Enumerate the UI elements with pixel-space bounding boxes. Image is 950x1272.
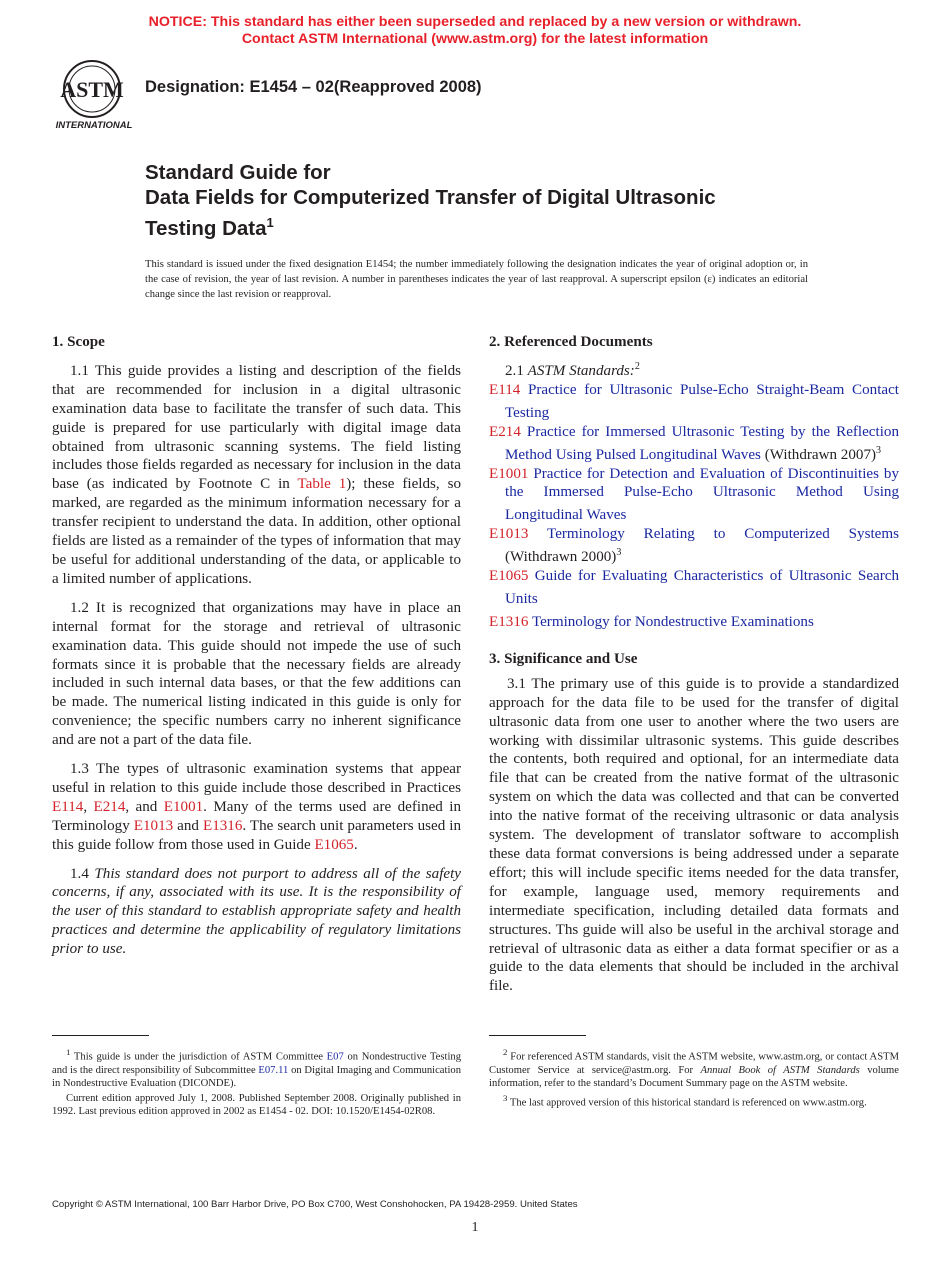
ref-code[interactable]: E114	[489, 381, 521, 398]
logo-text: ASTM	[60, 77, 124, 102]
notice-line-1: NOTICE: This standard has either been superseded and replaced by a new version or withdrawn.	[148, 14, 802, 30]
footnote-rule-left	[52, 1035, 149, 1036]
footnote-1-edition: Current edition approved July 1, 2008. Published September 2008. Originally published in 1992. Last previous edition approved in 2002 as E1454 - 02. DOI: 10.1520/E1454-02R08.	[52, 1093, 461, 1118]
title-line-3	[145, 210, 865, 241]
significance-heading: 3. Significance and Use	[489, 650, 638, 667]
ref-code[interactable]: E1001	[489, 465, 529, 482]
link-e1001[interactable]: E1001	[163, 798, 204, 815]
link-e1013[interactable]: E1013	[133, 817, 174, 834]
ref-code[interactable]: E1065	[489, 568, 529, 585]
title-footnote-ref[interactable]: 1	[266, 215, 274, 230]
ref-item-e1001[interactable]	[489, 465, 899, 526]
title-line-1: Standard Guide for	[145, 161, 331, 184]
footnote-2	[489, 1046, 899, 1090]
issuance-note: This standard is issued under the fixed designation E1454; the number immediately following the designation indicates the year of original adoption or, in the case of revision, the year of last revision. A number in parentheses indicates the year of last reapproval. A superscript epsilon (ε) indicates an editorial change since the last revision or reapproval.	[145, 259, 808, 300]
ref-code[interactable]: E214	[489, 423, 521, 440]
footnotes-left	[52, 1046, 461, 1119]
link-e1316[interactable]: E1316	[202, 817, 243, 834]
scope-1-3-sep-2: , and	[125, 798, 164, 815]
astm-standards-text: ASTM Standards:	[527, 362, 635, 379]
link-e07-11[interactable]: E07.11	[258, 1064, 289, 1076]
footnote-1	[52, 1046, 461, 1090]
footnote-1-num: 1	[66, 1047, 71, 1057]
footnote-2-italic: Annual Book of ASTM Standards	[700, 1064, 860, 1076]
copyright: Copyright © ASTM International, 100 Barr Harbor Drive, PO Box C700, West Conshohocken, PA 19428-2959. United States	[52, 1199, 578, 1210]
link-e1065[interactable]: E1065	[314, 836, 354, 853]
footnote-2-text-a: For referenced ASTM standards, visit the ASTM website, www.astm.org, or contact ASTM Customer Service at service@astm.org. For	[489, 1051, 899, 1076]
ref-title[interactable]: Practice for Immersed Ultrasonic Testing by the Reflection Method Using Pulsed Longitudinal Waves	[505, 423, 899, 463]
scope-1-1-text-b: ); these fields, so marked, are regarded as the minimum information necessary for a transfer recipient to understand the data. In addition, other optional fields are listed as a remainder of the types of information that may be useful for additional understanding of the data, or applicable to a limited number of applications.	[52, 476, 462, 587]
ref-sup: 3	[876, 444, 882, 456]
footnote-1-text-a: This guide is under the jurisdiction of ASTM Committee	[70, 1051, 327, 1063]
scope-1-3-sep-1: ,	[83, 798, 94, 815]
ref-extra: (Withdrawn 2000)	[505, 549, 617, 566]
ref-code[interactable]: E1316	[489, 614, 529, 630]
footnote-3-text: The last approved version of this historical standard is referenced on www.astm.org.	[507, 1097, 867, 1109]
referenced-heading: 2. Referenced Documents	[489, 334, 653, 350]
referenced-list	[489, 381, 899, 632]
footnote-1-text-b: on Nondestructive Testing and is the direct responsibility of Subcommittee	[52, 1051, 461, 1076]
scope-1-2: 1.2 It is recognized that organizations may have in place an internal format for the storage and retrieval of ultrasonic examination data. This guide should not impede the use of such formats since it is probable that the necessary fields are already included in such internal data bases, or that the few additions can be made. The numerical listing indicated in this guide is only for convenience; the specific numbers carry no inherent significance and are not a part of the data file.	[52, 599, 461, 749]
scope-1-4-num: 1.4	[70, 865, 95, 882]
link-e07[interactable]: E07	[326, 1051, 344, 1063]
footnote-rule-right	[489, 1035, 586, 1036]
ref-code[interactable]: E1013	[489, 526, 529, 543]
scope-1-1-text-a: 1.1 This guide provides a listing and description of the fields that are recommended for inclusion in a digital ultrasonic examination data base to facilitate the transfer of such data. This guide is prepared for use particularly with digital image data obtained from ultrasonic scanning systems. The field listing includes those fields regarded as necessary for inclusion in the data base (as indicated by Footnote C in	[52, 362, 461, 493]
footnote-3	[489, 1092, 899, 1110]
astm-standards-footnote-ref[interactable]: 2	[634, 360, 640, 372]
scope-1-3-text-a: 1.3 The types of ultrasonic examination systems that appear useful in relation to this guide include those described in Practices	[52, 761, 461, 796]
footnotes-right	[489, 1046, 899, 1110]
footnote-2-text-b: volume information, refer to the standard’s Document Summary page on the ASTM website.	[489, 1064, 899, 1089]
right-column	[489, 333, 899, 996]
title-line-2: Data Fields for Computerized Transfer of Digital Ultrasonic	[145, 186, 716, 209]
scope-1-4	[52, 865, 461, 960]
scope-1-4-text: This standard does not purport to address all of the safety concerns, if any, associated with its use. It is the responsibility of the user of this standard to establish appropriate safety and health practices and determine the applicability of regulatory limitations prior to use.	[52, 865, 462, 958]
scope-1-3-sep-3: and	[173, 817, 203, 834]
footnote-1-text-c: on Digital Imaging and Communication in Nondestructive Evaluation (DICONDE).	[52, 1064, 461, 1089]
ref-title[interactable]: Practice for Ultrasonic Pulse-Echo Straight-Beam Contact Testing	[505, 381, 899, 421]
left-column	[52, 333, 461, 959]
ref-sup: 3	[616, 547, 622, 559]
ref-title[interactable]: Practice for Detection and Evaluation of Discontinuities by the Immersed Pulse-Echo Ultrasonic Method Using Longitudinal Waves	[505, 465, 899, 524]
ref-item-e1013[interactable]	[489, 525, 899, 567]
ref-item-e214[interactable]	[489, 423, 899, 465]
scope-1-3-text-d: .	[353, 836, 358, 853]
astm-logo	[52, 55, 136, 133]
astm-standards-label	[489, 358, 899, 381]
footnote-2-num: 2	[503, 1047, 508, 1057]
scope-1-3	[52, 760, 461, 855]
page-number: 1	[471, 1220, 479, 1235]
astm-logo-mark	[52, 55, 136, 133]
logo-caption: INTERNATIONAL	[55, 120, 133, 131]
ref-title[interactable]: Terminology for Nondestructive Examinations	[531, 614, 814, 630]
ref-title[interactable]: Terminology Relating to Computerized Systems	[547, 526, 899, 543]
scope-heading: 1. Scope	[52, 334, 105, 350]
table-1-link[interactable]: Table 1	[297, 476, 347, 493]
footnote-3-num: 3	[503, 1093, 508, 1104]
scope-1-3-text-b: . Many of the terms used are defined in Terminology	[52, 798, 461, 834]
supersession-notice	[0, 14, 950, 48]
astm-standards-num: 2.1	[505, 362, 528, 379]
ref-item-e114[interactable]	[489, 381, 899, 423]
notice-line-2: Contact ASTM International (www.astm.org) for the latest information	[241, 31, 709, 47]
scope-1-1	[52, 362, 461, 589]
ref-title[interactable]: Guide for Evaluating Characteristics of Ultrasonic Search Units	[505, 568, 899, 608]
link-e114[interactable]: E114	[52, 798, 84, 815]
significance-3-1: 3.1 The primary use of this guide is to provide a standardized approach for the data file to be used for the transfer of digital ultrasonic data from one user to another where the two users are working with dissimilar ultrasonic systems. This guide describes the contents, both required and optional, for an intermediate data file that can be created from the native format of the ultrasonic system on which the data was collected and that can be converted into the native format of the receiving ultrasonic or data analysis system. The development of translator software to accomplish these data format conversions is being addressed under a separate effort; this will include specific items needed for the data transfer, for example, language used, memory requirements and intermediate specification, including detailed data formats and structures. Ths guide will also be useful in the archival storage and retrieval of ultrasonic data as either a data format specifier or as a guide to the data elements that should be included in the archival file.	[489, 675, 899, 995]
link-e214[interactable]: E214	[93, 798, 126, 815]
scope-1-3-text-c: . The search unit parameters used in this guide follow from those used in Guide	[52, 817, 462, 853]
title-line-3-text: Testing Data	[145, 216, 267, 240]
ref-item-e1316[interactable]	[489, 609, 899, 632]
ref-extra: (Withdrawn 2007)	[760, 446, 877, 463]
designation: Designation: E1454 – 02(Reapproved 2008)	[145, 78, 482, 96]
document-title	[145, 160, 865, 241]
ref-item-e1065[interactable]	[489, 567, 899, 609]
